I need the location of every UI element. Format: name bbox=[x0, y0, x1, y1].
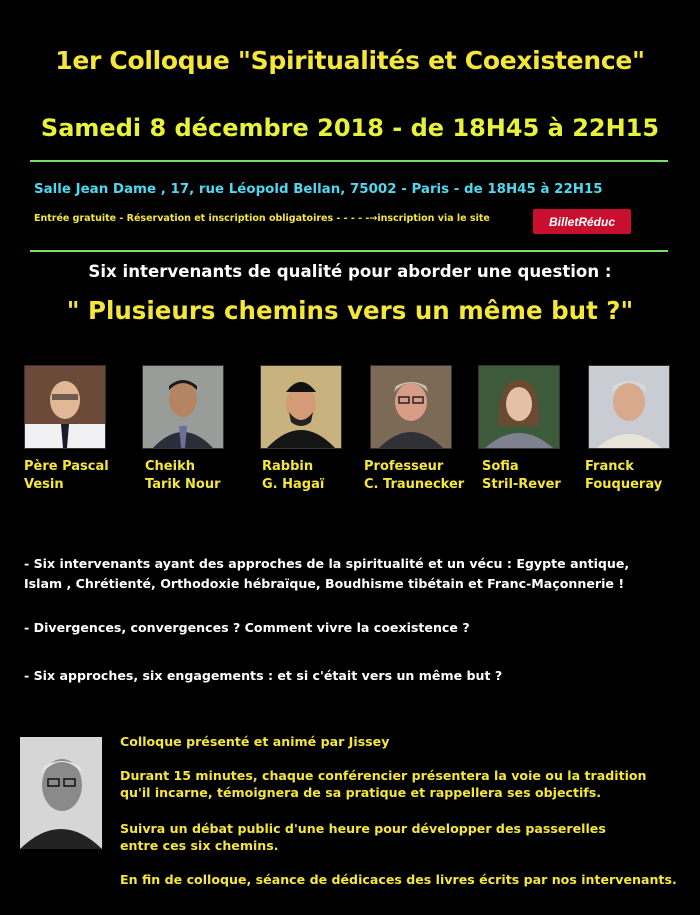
speaker-photo bbox=[260, 365, 342, 449]
speaker-photo bbox=[24, 365, 106, 449]
speaker-name-line: C. Traunecker bbox=[364, 477, 465, 492]
intro-line: Six intervenants de qualité pour aborder une question : bbox=[88, 262, 612, 281]
host-line: qu'il incarne, témoignera de sa pratique et rappellera ses objectifs. bbox=[120, 785, 602, 800]
speaker-name bbox=[24, 458, 109, 494]
speaker-name bbox=[364, 458, 464, 494]
speaker-name bbox=[585, 458, 662, 494]
speaker-name bbox=[482, 458, 561, 494]
speaker-name-line: Père Pascal bbox=[24, 459, 109, 474]
speaker-name-line: Rabbin bbox=[262, 459, 314, 474]
speaker-name-line: Fouqueray bbox=[585, 477, 663, 492]
event-date: Samedi 8 décembre 2018 - de 18H45 à 22H15 bbox=[40, 114, 660, 142]
bullet-line: - Six intervenants ayant des approches de la spiritualité et un vécu : Egypte antique, bbox=[24, 556, 630, 571]
speaker-name-line: Sofia bbox=[482, 459, 519, 474]
host-intro: Colloque présenté et animé par Jissey bbox=[120, 734, 390, 749]
speaker-photo bbox=[478, 365, 560, 449]
host-line: Suivra un débat public d'une heure pour développer des passerelles bbox=[120, 821, 606, 836]
speaker-name-line: Tarik Nour bbox=[145, 477, 221, 492]
bullet-line: Islam , Chrétienté, Orthodoxie hébraïque, Boudhisme tibétain et Franc-Maçonnerie ! bbox=[24, 576, 625, 591]
speaker-name-line: Stril-Rever bbox=[482, 477, 561, 492]
bullet-paragraph: - Divergences, convergences ? Comment vivre la coexistence ? bbox=[24, 620, 470, 635]
speaker-name bbox=[262, 458, 324, 494]
host-paragraph bbox=[120, 820, 606, 854]
speaker-name-line: Vesin bbox=[24, 477, 64, 492]
divider bbox=[30, 160, 668, 162]
speaker-name-line: Franck bbox=[585, 459, 634, 474]
speaker-name-line: Cheikh bbox=[145, 459, 195, 474]
billetreduc-badge[interactable]: BilletRéduc bbox=[533, 209, 631, 234]
divider bbox=[30, 250, 668, 252]
entry-info: Entrée gratuite - Réservation et inscription obligatoires - - - - -→inscription via le site bbox=[34, 213, 490, 224]
speaker-photo bbox=[588, 365, 670, 449]
host-closing: En fin de colloque, séance de dédicaces des livres écrits par nos intervenants. bbox=[120, 872, 677, 887]
host-paragraph bbox=[120, 767, 647, 801]
main-question: " Plusieurs chemins vers un même but ?" bbox=[66, 296, 634, 325]
bullet-paragraph bbox=[24, 554, 629, 594]
speaker-photo bbox=[142, 365, 224, 449]
speaker-photo bbox=[370, 365, 452, 449]
speaker-name bbox=[145, 458, 220, 494]
event-title: 1er Colloque "Spiritualités et Coexistence" bbox=[55, 46, 645, 75]
venue-address: Salle Jean Dame , 17, rue Léopold Bellan, 75002 - Paris - de 18H45 à 22H15 bbox=[34, 182, 603, 197]
speaker-name-line: Professeur bbox=[364, 459, 444, 474]
speaker-name-line: G. Hagaï bbox=[262, 477, 325, 492]
host-line: Durant 15 minutes, chaque conférencier présentera la voie ou la tradition bbox=[120, 768, 647, 783]
host-line: entre ces six chemins. bbox=[120, 838, 279, 853]
host-photo bbox=[20, 737, 102, 849]
bullet-paragraph: - Six approches, six engagements : et si c'était vers un même but ? bbox=[24, 668, 503, 683]
